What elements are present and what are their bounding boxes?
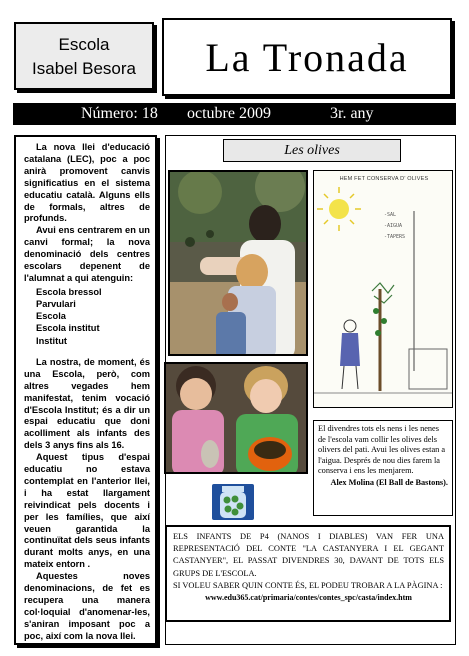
list-item: Escola bressol (36, 286, 102, 297)
svg-text:-TAPERS: -TAPERS (384, 234, 406, 240)
drawing-caption: HEM FET CONSERVA D' OLIVES (339, 176, 429, 182)
children-with-olives-photo (164, 362, 308, 474)
school-types-list (24, 286, 150, 347)
child-drawing (313, 170, 453, 408)
article-paragraph: La nova llei d'educació catalana (LEC), poc a poc anirà promovent canvis significatius en el sistema educatiu català. Alguns ells de formals, altres de profunds. (24, 142, 150, 224)
story-link[interactable]: www.edu365.cat/primaria/contes/contes_spc/casta/index.htm (205, 593, 412, 603)
note-text: El divendres tots els nens i les nenes de l'escola vam collir les olives dels olivers del pati. Avui les olives estan a l'aigua. Després de nou dies farem la conserva i ens les menjarem. (318, 424, 446, 476)
notice-text: ELS INFANTS DE P4 (NANOS I DIABLES) VAN FER UNA REPRESENTACIÓ DEL CONTE "LA CASTANYERA I EL GEGANT CASTANYER", EL PASSAT DIVENDRES 30, DAVANT DE TOTS ELS GRUPS DE L'ESCOLA. (173, 532, 444, 578)
theater-notice (165, 525, 451, 622)
article-paragraph: Aquest tipus d'espai educatiu no estava contemplat en l'anterior llei, i ha estat llargament reivindicat pels docents i per les famílies, que així veuen garantida la continuïtat dels seus infants durant molts anys, en una mateix entorn . (24, 452, 150, 570)
school-name-line2: Isabel Besora (32, 59, 136, 78)
list-item: Parvulari (36, 299, 76, 310)
note-signature: Alex Molina (El Ball de Bastons). (330, 477, 448, 487)
notice-text-2: SI VOLEU SABER QUIN CONTE ÉS, EL PODEU TROBAR A LA PÀGINA : (173, 580, 443, 590)
list-item: Escola institut (36, 323, 100, 334)
issue-grade: 3r. any (330, 105, 374, 122)
list-item: Institut (36, 335, 67, 346)
issue-number: Número: 18 (81, 105, 158, 122)
olives-section-title: Les olives (223, 139, 401, 162)
school-name-box (14, 22, 154, 90)
article-paragraph: Avui ens centrarem en un canvi formal; la nova denominació dels centres escolars depenent de l'alumnat a qui atenguin: (24, 225, 150, 283)
list-item: Escola (36, 311, 66, 322)
olive-jar-icon (208, 482, 258, 522)
svg-text:-SAL: -SAL (384, 212, 397, 218)
lec-article (14, 135, 157, 645)
school-name-line1: Escola (58, 35, 110, 54)
newspaper-title: La Tronada (162, 18, 452, 96)
article-paragraph: Aquestes noves denominacions, de fet es recupera una manera col·loquial d'anomenar-les, s'aniran imposant poc a poc, així com la nova llei. (24, 571, 150, 641)
issue-bar (13, 103, 456, 125)
olive-picking-photo (168, 170, 308, 356)
svg-text:-AIGUA: -AIGUA (384, 223, 403, 229)
article-paragraph: La nostra, de moment, és una Escola, però, com altres vegades hem manifestat, tenim vocació d'Escola Institut; és a dir un espai educatiu que doni acolliment als infants des dels 3 anys fins als 16. (24, 356, 150, 451)
issue-date: octubre 2009 (187, 105, 271, 122)
olives-note (313, 420, 453, 516)
